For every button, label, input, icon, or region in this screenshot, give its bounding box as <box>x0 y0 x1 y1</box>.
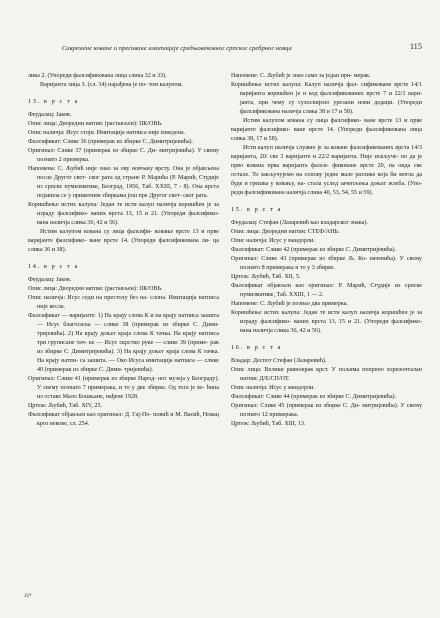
paragraph: Оригинал: Слике 45 (примерак из збирке С. Ди- митријевића). У свему познато 12 примерака. <box>231 403 422 418</box>
paragraph: Опис лица: Дворедни натпис (растављен): ІІК/ОВЬ. <box>28 121 163 127</box>
paragraph: Цртеж: Љубић, Таб. XII, 5. <box>231 274 301 280</box>
right-column <box>231 72 422 429</box>
left-column <box>28 72 219 429</box>
paragraph: Коришћење истих калупа: Један те исти калуп наличја коришћен је за израду фалсифико- ваних врста 13, 15 и 21. (Упореди фалсифико- вана наличја слика 36, 42 и 56). <box>231 310 422 334</box>
paragraph: Опис лица: Дворедни натпис (растављен): ІІК/ОВЬ. <box>28 286 163 292</box>
section-heading: 13. в р с т а <box>28 98 80 105</box>
paragraph: Опис наличја: Исус стоји. Имитација натписа није изведена. <box>28 130 186 136</box>
section-heading: 16. в р с т а <box>231 344 283 351</box>
paragraph: Феудалац: Јаков. <box>28 112 72 118</box>
paragraph: Фалсификат: Слике 44 (примерак из збирке С. Димитријевића). <box>231 394 397 400</box>
paragraph: Фалсификат: Слике 42 (примерак из збирке С. Димитријевића). <box>231 247 397 253</box>
paragraph: Фалсификат: Слике 36 (примерак из збирке С. Димитријевића). <box>28 139 194 145</box>
paragraph: Напомена: С. Љубић није знао за ову новчану врсту. Она је објављена после Другог свет- ског рата од стране Р. Марића (Р. Марић, Студије из српске нумизматике, Београд, 1956, Таб. XXIII, 7 - 8). Она врста појавила се у приватним збиркама још пре Другог свет- ског рата. <box>28 166 219 199</box>
section-heading: 15. в р с т а <box>231 206 283 213</box>
paragraph: Оригинал: Слике 41 (примерак из збирке Народ- ног музеја у Београду). У свему познато 7 примерака, и то у две збирке. Од тога је ве- ћина из оставе Мало Бошњане, нађене 1928. <box>28 376 219 400</box>
paragraph: Исти калуп наличја служио је за коване фалсификованих врста 14/3 варијанта, 20/ све 3 варијанте и 22/2 варијанта. Није искључе- но да је прво кована прва варијанта фалси- фиковане врсте 20, па онда све остале. То закључујемо на основу једне мале разлике која би могла да буде и грешка у ковању, на- стала услед зачепљења доњег жлеба. (Упо- реди фалсификована наличја слика 40, 53, 54, 55 и 59). <box>231 145 422 196</box>
paragraph: Опис лица: Дворедни натпис СТЕФ/АНЬ. <box>231 229 340 235</box>
paragraph: Феудалац: Стефан (Лазаревић као владарског знака). <box>231 220 368 226</box>
paragraph: Опис наличја: Исус у мандорли. <box>231 385 315 391</box>
paragraph: Фалсификат објављен као оригинал: Р. Марић, Студије из српске нумизматике, Таб. XXIII, 1 — 2. <box>231 283 422 298</box>
paragraph: Опис наличја: Исус у мандорли. <box>231 238 315 244</box>
paragraph: Истим калупом кована су лица фалсифико- ване врсте 13 и прве варијанте фалсифико- ване врсте 14. (Упореди фалсификована лица слика 38, 17 и 58). <box>231 118 422 142</box>
section-heading: 14. в р с т а <box>28 263 80 270</box>
paragraph: Феудалац: Јаков. <box>28 277 72 283</box>
paragraph: Опис наличја: Исус седи на престолу без на- слона. Имитација натписа није весла. <box>28 295 219 310</box>
paragraph: Оригинал: Слике 37 (примерак из збирке С. Ди- митријевића). У свему познато 2 примерка. <box>28 148 219 163</box>
page-number: 115 <box>409 42 422 51</box>
paragraph: Владар: Деспот Стефан (Лазаревић). <box>231 358 327 364</box>
paragraph: Оригинал: Слике 43 (примерак из збирке Љ. Ко- вачевића). У свему познато 8 примерака и то у 3 збирке. <box>231 256 422 271</box>
paragraph: Истим калупом кована су лица фалсифи- ковање врсте 13 и прве варијанте фалсифико- ване врсте 14. (Упореди фалсификована ли- ца слика 36 и 38). <box>28 229 219 253</box>
paragraph: Фалсификат објављен као оригинал: Д. Гај-По- повић и М. Васић, Новац кроз векове, сл. 254. <box>28 412 219 427</box>
paragraph: Варијанта лица 3. (сл. 34) нарађена је по- том калупом. <box>40 82 183 88</box>
paragraph: Опис лица: Велики равнокрак крст. У пољима попрено хоризонталан натпис Д/Е/СП/ОТ. <box>231 367 422 382</box>
signature-mark: 15* <box>24 594 32 599</box>
paragraph: лика 2. (Упореди фалсификована лица слика 32 и 33). <box>28 73 167 79</box>
paragraph: Напомене: С. Љубић је знао само за један при- мерак. <box>231 73 371 79</box>
running-title: Савремене коване и пресоване имитације средњовековног српског сребрног новца <box>62 45 292 52</box>
paragraph: Цртеж: Љубић, Таб. XIII, 13. <box>231 421 306 427</box>
paragraph: Коришћење истих калупа: Калуп наличја фал- сификоване врсте 14/1 варијанта коришћен је и код фалсификованих врсте 7 и 22/1 вари- јанта, при чему су сухосвијено урезани нови додаци. (Упореди фалсификована наличја слика 38 и 17 и 58). <box>231 82 422 115</box>
paragraph: Напомене: С. Љубић је познао два примерка. <box>231 301 348 307</box>
paragraph: Цртеж: Љубић, Таб. XIV, 25. <box>28 403 103 409</box>
paragraph: Фалсификат — варијанте: 1) На крају слова К и на крају натписа зашита — Исус благосиља — слике 38 (примерак из збирке С. Дими- тријевића). 2) На крају доњег краја слова К тачка. На крају натписа три груписане тач- ке — Исус скрстио руке — слике 39 (приме- рак из збирке С. Димитријевића). 3) На крају доњег краја слова К тачка. На крају натпи- са зашита. — Око Исуса имитација натписа — слике 40 (примерак из збирке С. Дими- тријевића). <box>28 313 219 373</box>
running-header <box>24 42 422 56</box>
paragraph: Коришћење истих калупа: Један те исти калуп наличја коришћен је за израду фалсифико- ваних врста 13, 15 и 21. (Упореди фалсифико- вана наличја слика 36, 42 и 56). <box>28 202 219 226</box>
